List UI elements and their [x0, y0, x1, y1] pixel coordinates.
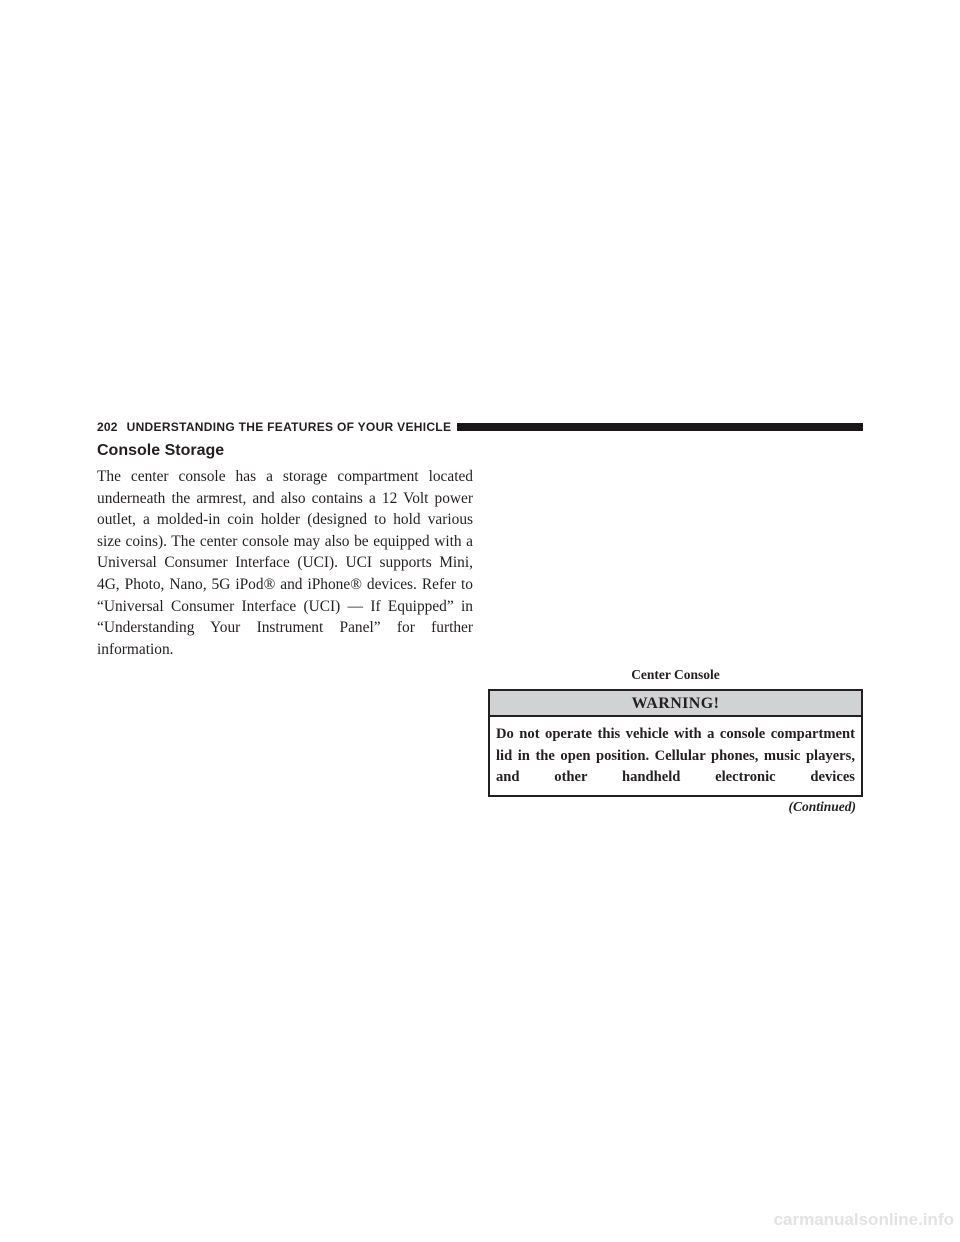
warning-title: WARNING! — [490, 691, 861, 717]
continued-label: (Continued) — [788, 799, 856, 814]
warning-box — [488, 689, 863, 797]
section-heading: Console Storage — [97, 442, 225, 459]
section-title: UNDERSTANDING THE FEATURES OF YOUR VEHICLE — [126, 420, 452, 434]
header-rule — [457, 423, 863, 431]
page-header — [97, 419, 863, 435]
warning-text: Do not operate this vehicle with a console compartment lid in the open position. Cellular phones, music players, and other handheld electronic devices — [496, 726, 855, 785]
body-paragraph: The center console has a storage compartment located underneath the armrest, and also contains a 12 Volt power outlet, a molded-in coin holder (designed to hold various size coins). The center console may also be equipped with a Universal Consumer Interface (UCI). UCI supports Mini, 4G, Photo, Nano, 5G iPod® and iPhone® devices. Refer to “Universal Consumer Interface (UCI) — If Equipped” in “Understanding Your Instrument Panel” for further information. — [97, 468, 473, 658]
figure-caption: Center Console — [631, 667, 720, 682]
watermark: carmanualsonline.info — [773, 1210, 954, 1229]
page-number: 202 — [97, 420, 118, 434]
